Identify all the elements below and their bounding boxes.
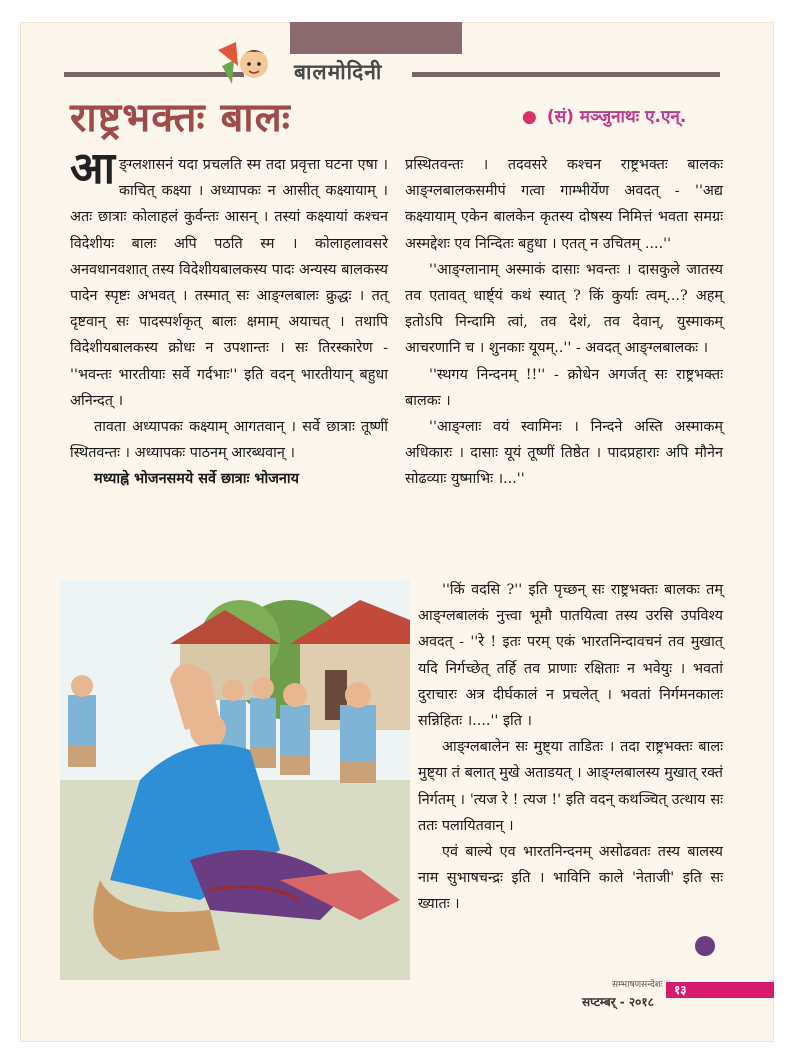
bullet-icon: ● bbox=[522, 107, 537, 127]
author-byline bbox=[522, 104, 686, 127]
story-illustration bbox=[60, 580, 410, 980]
magazine-name: सम्भाषणसन्देशः bbox=[612, 980, 663, 990]
end-marker-icon bbox=[695, 936, 715, 956]
article-column-right-top bbox=[405, 152, 723, 493]
paragraph: ''आङ्ग्लाः वयं स्वामिनः । निन्दने अस्ति अस्माकम् अधिकारः । दासाः यूयं तूष्णीं तिष्ठेत । पादप्रहाराः अपि मौनेन सोढव्याः युष्माभिः ।...'' bbox=[405, 419, 723, 488]
header-rule-right bbox=[412, 72, 720, 77]
paragraph: प्रस्थितवन्तः । तदवसरे कश्चन राष्ट्रभक्तः बालकः आङ्ग्लबालकसमीपं गत्वा गाम्भीर्येण अवदत् - ''अद्य कक्ष्यायाम् एकेन बालकेन कृतस्य दोषस्य निमित्तं भवता समग्रः अस्मद्देशः एव निन्दितः बहुधा । एतत् न उचितम् ....'' bbox=[405, 157, 723, 252]
paragraph: ''किं वदसि ?'' इति पृच्छन् सः राष्ट्रभक्तः बालकः तम् आङ्ग्लबालकं नुत्त्वा भूमौ पातयित्वा तस्य उरसि उपविश्य अवदत् - ''रे ! इतः परम् एकं भारतनिन्दावचनं तव मुखात् यदि निर्गच्छेत् तर्हि तव प्राणाः रक्षिताः न भवेयुः । भवतां दुराचारः अत्र दीर्घकालं न प्रचलेत् । भवतां निर्गमनकालः सन्निहितः ।....'' इति । bbox=[418, 582, 723, 730]
page-number-badge: १३ bbox=[666, 982, 774, 998]
author-name: (सं) मञ्जुनाथः ए.एन्. bbox=[546, 107, 687, 127]
header-color-block bbox=[290, 22, 462, 54]
paragraph: तावता अध्यापकः कक्ष्याम् आगतवान् । सर्वे छात्राः तूष्णीं स्थितवन्तः । अध्यापकः पाठनम् आरब्धवान् । bbox=[70, 419, 388, 462]
paragraph: एवं बाल्ये एव भारतनिन्दनम् असोढवतः तस्य बालस्य नाम सुभाषचन्द्रः इति । भाविनि काले 'नेताजी' इति सः ख्यातः । bbox=[418, 844, 723, 913]
section-title: बालमोदिनी bbox=[294, 60, 383, 84]
article-column-left bbox=[70, 143, 388, 493]
issue-date: सप्टम्बर् - २०१८ bbox=[582, 995, 654, 1009]
section-logo-icon bbox=[214, 40, 276, 90]
paragraph-text: ङ्ग्लशासनं यदा प्रचलति स्म तदा प्रवृत्ता घटना एषा । काचित् कक्ष्या । अध्यापकः न आसीत् कक्ष्यायाम् । अतः छात्राः कोलाहलं कुर्वन्तः आसन् । तस्यां कक्ष्यायां कश्चन विदेशीयः बालः अपि पठति स्म । कोलाहलावसरे अनवधानवशात् तस्य विदेशीयबालकस्य पादः अन्यस्य बालकस्य पादेन स्पृष्टः अभवत् । तस्मात् सः आङ्ग्लबालः क्रुद्धः । तत् दृष्टवान् सः पादस्पर्शकृत् बालः क्षमाम् अयाचत् । तथापि विदेशीयबालकस्य क्रोधः न उपशान्तः । सः तिरस्कारेण - ''भवन्तः भारतीयाः सर्वे गर्दभाः'' इति वदन् भारतीयान् बहुधा अनिन्दत् । bbox=[70, 157, 388, 409]
paragraph: ''स्थगय निन्दनम् !!'' - क्रोधेन अगर्जत् सः राष्ट्रभक्तः बालकः । bbox=[405, 366, 723, 409]
paragraph bbox=[70, 143, 388, 414]
paragraph: मध्याह्ने भोजनसमये सर्वे छात्राः भोजनाय bbox=[94, 470, 299, 488]
paragraph: ''आङ्ग्लानाम् अस्माकं दासाः भवन्तः । दासकुले जातस्य तव एतावत् धार्ष्ट्यं कथं स्यात् ? किं कुर्याः त्वम्...? अहम् इतोऽपि निन्दामि त्वां, तव देशं, तव देवान्, युस्माकम् आचरणानि च । शुनकाः यूयम्..'' - अवदत् आङ्ग्लबालकः । bbox=[405, 261, 723, 357]
page-title: राष्ट्रभक्तः बालः bbox=[70, 94, 291, 141]
article-column-right-bottom bbox=[418, 577, 723, 918]
paragraph: आङ्ग्लबालेन सः मुष्ट्या ताडितः । तदा राष्ट्रभक्तः बालः मुष्ट्या तं बलात् मुखे अताडयत् । आङ्ग्लबालस्य मुखात् रक्तं निर्गतम् । 'त्यज रे ! त्यज !' इति वदन् कथञ्चित् उत्थाय सः ततः पलायितवान् । bbox=[418, 739, 723, 834]
drop-cap: आ bbox=[70, 143, 115, 194]
